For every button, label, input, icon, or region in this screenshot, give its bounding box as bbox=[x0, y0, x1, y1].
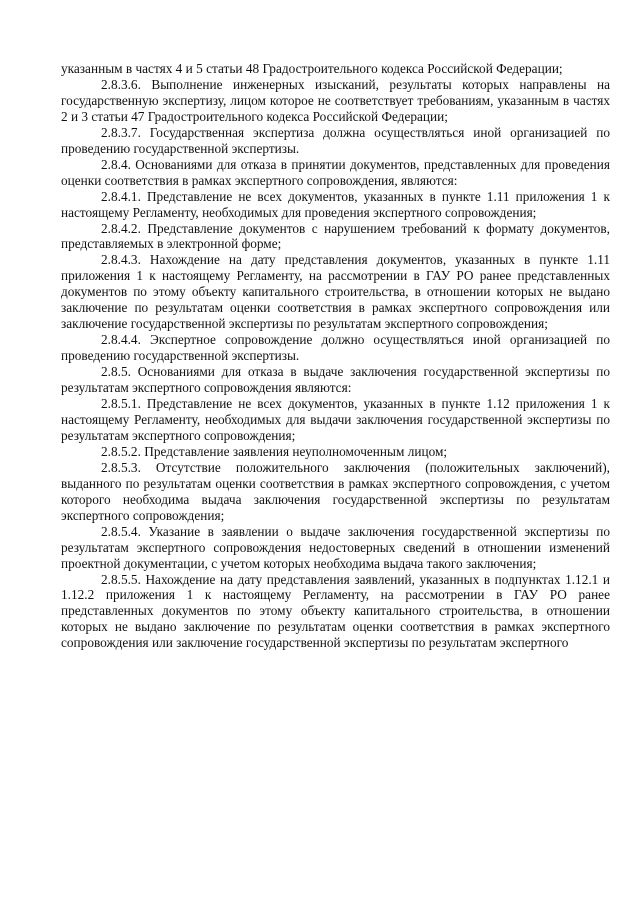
paragraph-2-8-5-5: 2.8.5.5. Нахождение на дату представления заявлений, указанных в подпунктах 1.12.1 и 1.12.2 приложения 1 к настоящему Регламенту, на рассмотрении в ГАУ РО ранее представленных документов по этому объекту капитального строительства, в отношении которых не выдано заключение по результатам оценки соответствия в рамках экспертного сопровождения или заключение государственной экспертизы по результатам экспертного bbox=[61, 571, 610, 651]
paragraph-2-8-3-7: 2.8.3.7. Государственная экспертиза должна осуществляться иной организацией по проведению государственной экспертизы. bbox=[61, 124, 610, 156]
paragraph-2-8-4-3: 2.8.4.3. Нахождение на дату представления документов, указанных в пункте 1.11 приложения 1 к настоящему Регламенту, на рассмотрении в ГАУ РО ранее представленных документов по этому объекту капитального строительства, в отношении которых не выдано заключение по результатам оценки соответствия в рамках экспертного сопровождения или заключение государственной экспертизы по результатам экспертного сопровождения; bbox=[61, 252, 610, 332]
paragraph-2-8-4-2: 2.8.4.2. Представление документов с нарушением требований к формату документов, представляемых в электронной форме; bbox=[61, 220, 610, 252]
paragraph-2-8-4: 2.8.4. Основаниями для отказа в принятии документов, представленных для проведения оценки соответствия в рамках экспертного сопровождения, являются: bbox=[61, 156, 610, 188]
paragraph-2-8-5-4: 2.8.5.4. Указание в заявлении о выдаче заключения государственной экспертизы по результатам экспертного сопровождения недостоверных сведений в отношении изменений проектной документации, с учетом которых необходима выдача такого заключения; bbox=[61, 523, 610, 571]
paragraph-2-8-5-3: 2.8.5.3. Отсутствие положительного заключения (положительных заключений), выданного по результатам оценки соответствия в рамках экспертного сопровождения, с учетом которого необходима выдача заключения государственной экспертизы по результатам экспертного сопровождения; bbox=[61, 459, 610, 523]
paragraph-2-8-4-1: 2.8.4.1. Представление не всех документов, указанных в пункте 1.11 приложения 1 к настоящему Регламенту, необходимых для проведения экспертного сопровождения; bbox=[61, 188, 610, 220]
paragraph-2-8-5-1: 2.8.5.1. Представление не всех документов, указанных в пункте 1.12 приложения 1 к настоящему Регламенту, необходимых для выдачи заключения государственной экспертизы по результатам экспертного сопровождения; bbox=[61, 396, 610, 443]
document-page bbox=[61, 61, 610, 651]
paragraph-2-8-5-2: 2.8.5.2. Представление заявления неуполномоченным лицом; bbox=[101, 443, 448, 459]
paragraph-2-8-4-4: 2.8.4.4. Экспертное сопровождение должно осуществляться иной организацией по проведению государственной экспертизы. bbox=[61, 332, 610, 364]
paragraph-2-8-3-6: 2.8.3.6. Выполнение инженерных изысканий, результаты которых направлены на государственную экспертизу, лицом которое не соответствует требованиям, указанным в частях 2 и 3 статьи 47 Градостроительного кодекса Российской Федерации; bbox=[61, 76, 610, 124]
paragraph-2-8-5: 2.8.5. Основаниями для отказа в выдаче заключения государственной экспертизы по результатам экспертного сопровождения являются: bbox=[61, 364, 610, 396]
paragraph-continuation: указанным в частях 4 и 5 статьи 48 Градостроительного кодекса Российской Федерации; bbox=[61, 61, 563, 76]
